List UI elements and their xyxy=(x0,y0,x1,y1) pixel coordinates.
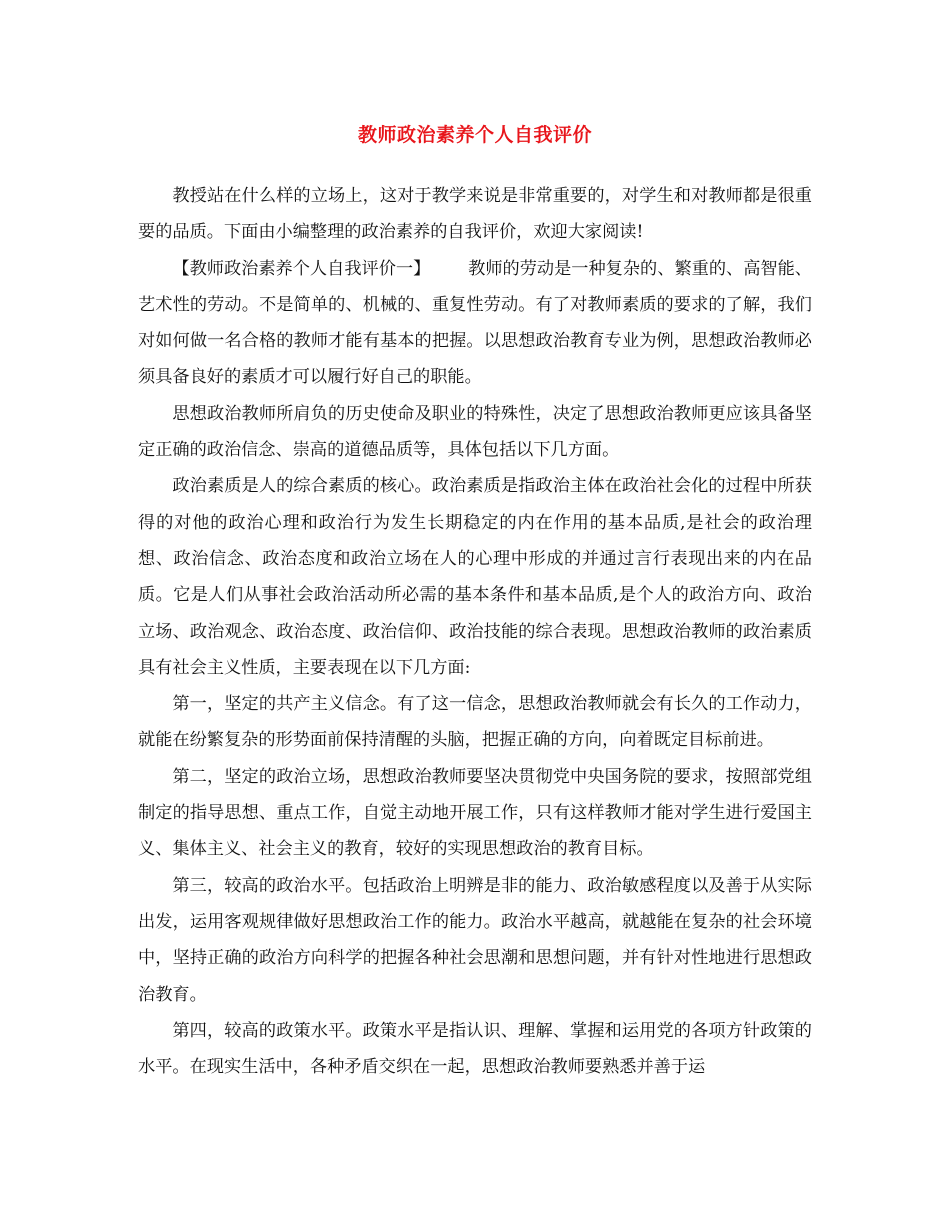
section-heading: 【教师政治素养个人自我评价一】 xyxy=(172,258,431,279)
body-paragraph-political-quality: 政治素质是人的综合素质的核心。政治素质是指政治主体在政治社会化的过程中所获得的对他的政治心理和政治行为发生长期稳定的内在作用的基本品质,是社会的政治理想、政治信念、政治态度和政治立场在人的心理中形成的并通过言行表现出来的内在品质。它是人们从事社会政治活动所必需的基本条件和基本品质,是个人的政治方向、政治立场、政治观念、政治态度、政治信仰、政治技能的综合表现。思想政治教师的政治素质具有社会主义性质，主要表现在以下几方面: xyxy=(138,476,812,678)
body-paragraph-point-one: 第一，坚定的共产主义信念。有了这一信念，思想政治教师就会有长久的工作动力，就能在纷繁复杂的形势面前保持清醒的头脑，把握正确的方向，向着既定目标前进。 xyxy=(138,694,812,751)
section-one-text: 教师的劳动是一种复杂的、繁重的、高智能、艺术性的劳动。不是简单的、机械的、重复性劳动。有了对教师素质的要求的了解，我们对如何做一名合格的教师才能有基本的把握。以思想政治教育专业为例，思想政治教师必须具备良好的素质才可以履行好自己的职能。 xyxy=(138,258,812,388)
body-paragraph-mission: 思想政治教师所肩负的历史使命及职业的特殊性，决定了思想政治教师更应该具备坚定正确的政治信念、崇高的道德品质等，具体包括以下几方面。 xyxy=(138,403,812,461)
body-paragraph-point-four: 第四，较高的政策水平。政策水平是指认识、理解、掌握和运用党的各项方针政策的水平。在现实生活中，各种矛盾交织在一起，思想政治教师要熟悉并善于运 xyxy=(138,1020,812,1078)
intro-paragraph: 教授站在什么样的立场上，这对于教学来说是非常重要的，对学生和对教师都是很重要的品质。下面由小编整理的政治素养的自我评价，欢迎大家阅读! xyxy=(138,186,812,243)
document-title: 教师政治素养个人自我评价 xyxy=(357,124,592,146)
document-body xyxy=(138,178,812,1085)
body-paragraph-point-three: 第三，较高的政治水平。包括政治上明辨是非的能力、政治敏感程度以及善于从实际出发，运用客观规律做好思想政治工作的能力。政治水平越高，就越能在复杂的社会环境中，坚持正确的政治方向科学的把握各种社会思潮和思想问题，并有针对性地进行思想政治教育。 xyxy=(138,875,812,1005)
body-paragraph-point-two: 第二，坚定的政治立场，思想政治教师要坚决贯彻党中央国务院的要求，按照部党组制定的指导思想、重点工作，自觉主动地开展工作，只有这样教师才能对学生进行爱国主义、集体主义、社会主义的教育，较好的实现思想政治的教育目标。 xyxy=(138,766,812,860)
section-one-paragraph xyxy=(138,251,812,396)
